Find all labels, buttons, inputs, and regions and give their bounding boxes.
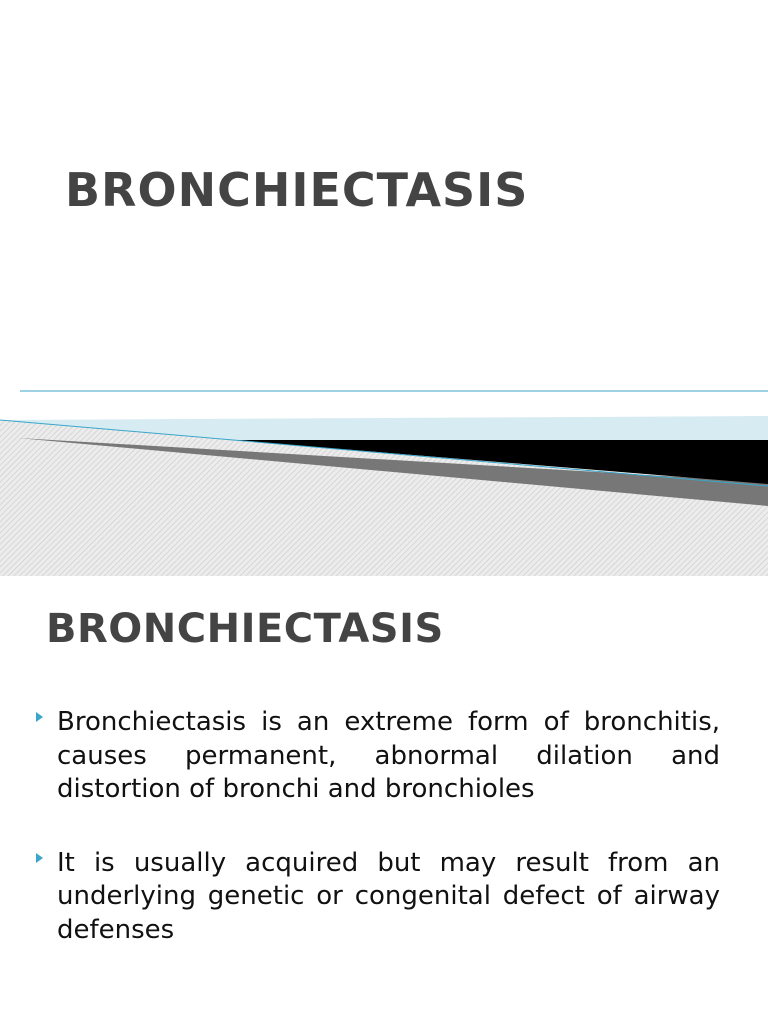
section-title: BRONCHIECTASIS — [46, 606, 444, 652]
bullet-item — [32, 706, 720, 807]
slide-title: BRONCHIECTASIS — [65, 163, 529, 217]
bullet-text: It is usually acquired but may result from an underlying genetic or congenital defect of airway defenses — [57, 847, 720, 945]
bullet-list — [32, 706, 720, 987]
triangle-right-icon — [36, 712, 43, 722]
bullet-text: Bronchiectasis is an extreme form of bronchitis, causes permanent, abnormal dilation and distortion of bronchi and bronchioles — [57, 707, 720, 804]
decorative-band — [0, 380, 768, 576]
bullet-item — [32, 847, 720, 948]
triangle-right-icon — [36, 853, 43, 863]
